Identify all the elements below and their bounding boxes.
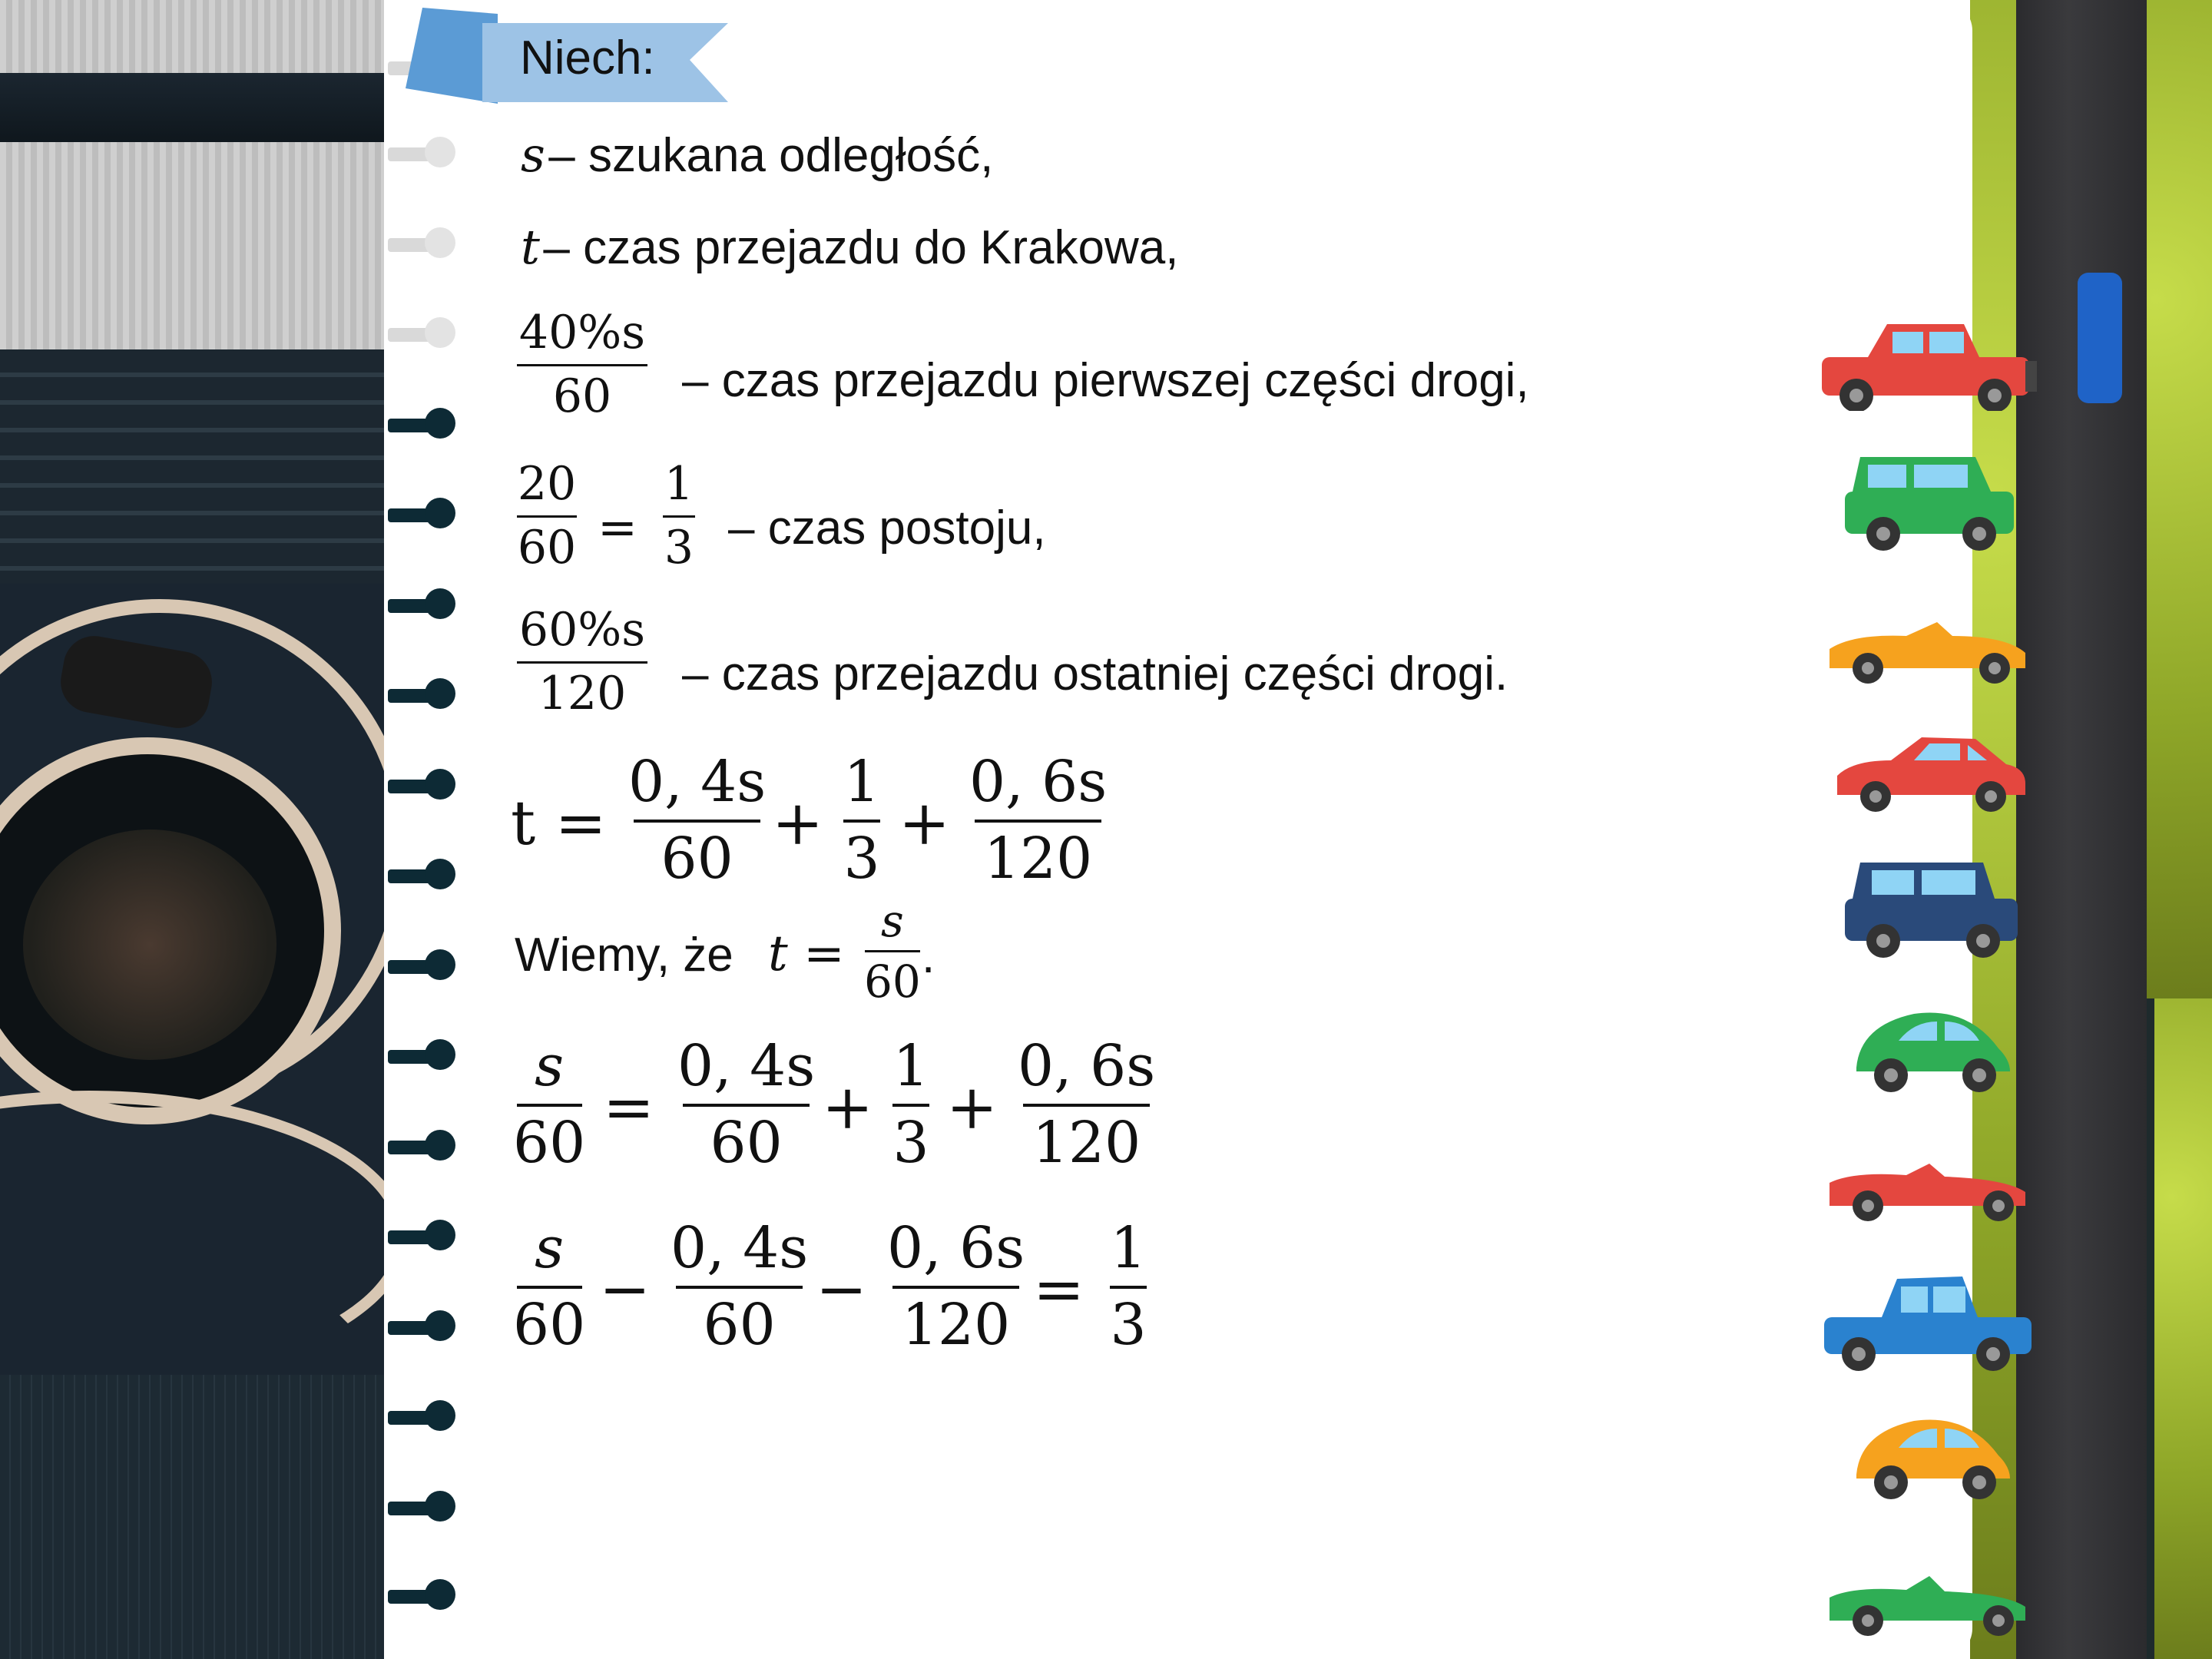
fraction-denominator: 60 bbox=[703, 1292, 776, 1358]
definition-text: – szukana odległość, bbox=[548, 129, 994, 182]
binder-ring bbox=[388, 1500, 454, 1517]
binder-ring bbox=[388, 1588, 454, 1605]
fraction-numerator: 1 bbox=[892, 1033, 929, 1099]
building-gap bbox=[0, 73, 384, 142]
definition-first-part-text: – czas przejazdu pierwszej części drogi, bbox=[682, 354, 1529, 407]
fraction-numerator: 0, 6s bbox=[887, 1215, 1025, 1281]
equation3-result-fraction bbox=[1110, 1215, 1147, 1358]
fraction-denominator: 60 bbox=[661, 826, 733, 892]
fraction-denominator: 120 bbox=[538, 667, 627, 720]
fraction-numerator: s bbox=[535, 1215, 565, 1281]
navy-suv-car-icon bbox=[1837, 856, 2025, 960]
blue-car-on-road bbox=[2078, 273, 2122, 403]
binder-ring bbox=[388, 1048, 454, 1065]
binder-ring bbox=[388, 146, 454, 163]
equation2-fraction-3 bbox=[1018, 1033, 1155, 1176]
fraction-denominator: 3 bbox=[892, 1110, 929, 1176]
symbol-s: s bbox=[521, 127, 545, 183]
fraction-numerator: 0, 4s bbox=[628, 749, 767, 815]
fraction-numerator: s bbox=[881, 895, 904, 947]
parking-levels bbox=[0, 349, 384, 603]
fraction-numerator: 0, 6s bbox=[1018, 1033, 1156, 1099]
equation2-lhs-fraction bbox=[513, 1033, 585, 1176]
binder-ring bbox=[388, 959, 454, 975]
fraction-denominator: 60 bbox=[864, 955, 921, 1008]
plus-sign: + bbox=[772, 787, 824, 859]
plus-sign: + bbox=[822, 1071, 874, 1143]
red-pickup-car-icon bbox=[1814, 315, 2045, 411]
left-photo-panel bbox=[0, 0, 384, 1659]
fraction-denominator: 120 bbox=[1031, 1110, 1141, 1176]
fraction-numerator: 40%s bbox=[518, 306, 646, 359]
trees bbox=[23, 830, 276, 1060]
fraction-numerator: 1 bbox=[843, 749, 880, 815]
equation3-fraction-2 bbox=[887, 1215, 1025, 1358]
fraction-numerator: 0, 4s bbox=[671, 1215, 809, 1281]
fraction-denominator: 3 bbox=[843, 826, 880, 892]
equation3-lhs-fraction bbox=[513, 1215, 585, 1358]
equation1-fraction-1 bbox=[628, 749, 766, 892]
binder-ring bbox=[388, 507, 454, 524]
equals-sign: = bbox=[1033, 1253, 1085, 1325]
known-expression: t = bbox=[768, 926, 845, 982]
dirt-road bbox=[2016, 0, 2147, 1659]
blue-pickup-car-icon bbox=[1816, 1267, 2043, 1375]
fraction-last-part bbox=[517, 603, 647, 720]
orange-convertible-car-icon bbox=[1822, 607, 2037, 687]
fraction-denominator: 60 bbox=[710, 1110, 783, 1176]
fraction-numerator: 20 bbox=[517, 457, 577, 511]
binder-ring bbox=[388, 237, 454, 253]
fraction-denominator: 60 bbox=[552, 369, 612, 423]
fraction-first-part bbox=[517, 306, 647, 423]
fraction-20-60 bbox=[517, 457, 577, 575]
equation1-lhs: t = bbox=[511, 787, 607, 859]
roof-panel bbox=[0, 142, 384, 349]
green-convertible-car-icon bbox=[1822, 1559, 2037, 1640]
minus-sign: − bbox=[599, 1253, 651, 1325]
minus-sign: − bbox=[816, 1253, 868, 1325]
known-fraction bbox=[864, 895, 921, 1008]
fraction-denominator: 3 bbox=[664, 521, 694, 575]
green-beetle-car-icon bbox=[1845, 1002, 2018, 1098]
plus-sign: + bbox=[946, 1071, 998, 1143]
red-sedan-car-icon bbox=[1830, 730, 2029, 818]
fraction-numerator: 1 bbox=[664, 457, 694, 511]
fraction-numerator: 0, 6s bbox=[969, 749, 1108, 815]
fraction-denominator: 120 bbox=[983, 826, 1093, 892]
fraction-numerator: 1 bbox=[1110, 1215, 1147, 1281]
binder-ring bbox=[388, 417, 454, 434]
definition-t bbox=[521, 219, 1178, 275]
known-period: . bbox=[922, 930, 935, 983]
definition-text: – czas przejazdu do Krakowa, bbox=[543, 221, 1179, 274]
binder-ring bbox=[388, 687, 454, 704]
fraction-numerator: 60%s bbox=[518, 603, 646, 657]
fraction-denominator: 60 bbox=[513, 1110, 586, 1176]
equals-sign: = bbox=[603, 1071, 655, 1143]
equals-sign: = bbox=[598, 499, 637, 555]
red-convertible-car-icon bbox=[1822, 1144, 2037, 1225]
fraction-numerator: s bbox=[535, 1033, 565, 1099]
equation3-fraction-1 bbox=[671, 1215, 808, 1358]
binder-ring bbox=[388, 326, 454, 343]
roof-panel bbox=[0, 0, 384, 73]
symbol-t: t bbox=[521, 219, 540, 275]
binder-ring bbox=[388, 778, 454, 795]
definition-stop-text: – czas postoju, bbox=[728, 502, 1046, 555]
fraction-numerator: 0, 4s bbox=[677, 1033, 816, 1099]
binder-ring bbox=[388, 1320, 454, 1336]
equation1-fraction-2 bbox=[843, 749, 880, 892]
definition-s bbox=[521, 127, 993, 183]
fraction-1-3 bbox=[663, 457, 695, 575]
binder-ring bbox=[388, 1229, 454, 1246]
binder-ring bbox=[388, 1139, 454, 1156]
binder-ring bbox=[388, 1409, 454, 1426]
fraction-denominator: 3 bbox=[1110, 1292, 1147, 1358]
fraction-denominator: 60 bbox=[517, 521, 577, 575]
fraction-denominator: 60 bbox=[513, 1292, 586, 1358]
lower-roof bbox=[0, 1375, 384, 1659]
equation2-fraction-1 bbox=[677, 1033, 815, 1176]
equation1-fraction-3 bbox=[969, 749, 1107, 892]
binder-ring bbox=[388, 598, 454, 614]
heading-niech: Niech: bbox=[520, 31, 655, 84]
fraction-denominator: 120 bbox=[901, 1292, 1011, 1358]
equation2-fraction-2 bbox=[892, 1033, 929, 1176]
known-text: Wiemy, że bbox=[515, 929, 733, 982]
green-suv-car-icon bbox=[1837, 453, 2022, 553]
plus-sign: + bbox=[899, 787, 951, 859]
grass-right bbox=[2154, 998, 2212, 1659]
definition-last-part-text: – czas przejazdu ostatniej części drogi. bbox=[682, 647, 1508, 700]
binder-ring bbox=[388, 868, 454, 885]
orange-beetle-car-icon bbox=[1845, 1409, 2018, 1505]
